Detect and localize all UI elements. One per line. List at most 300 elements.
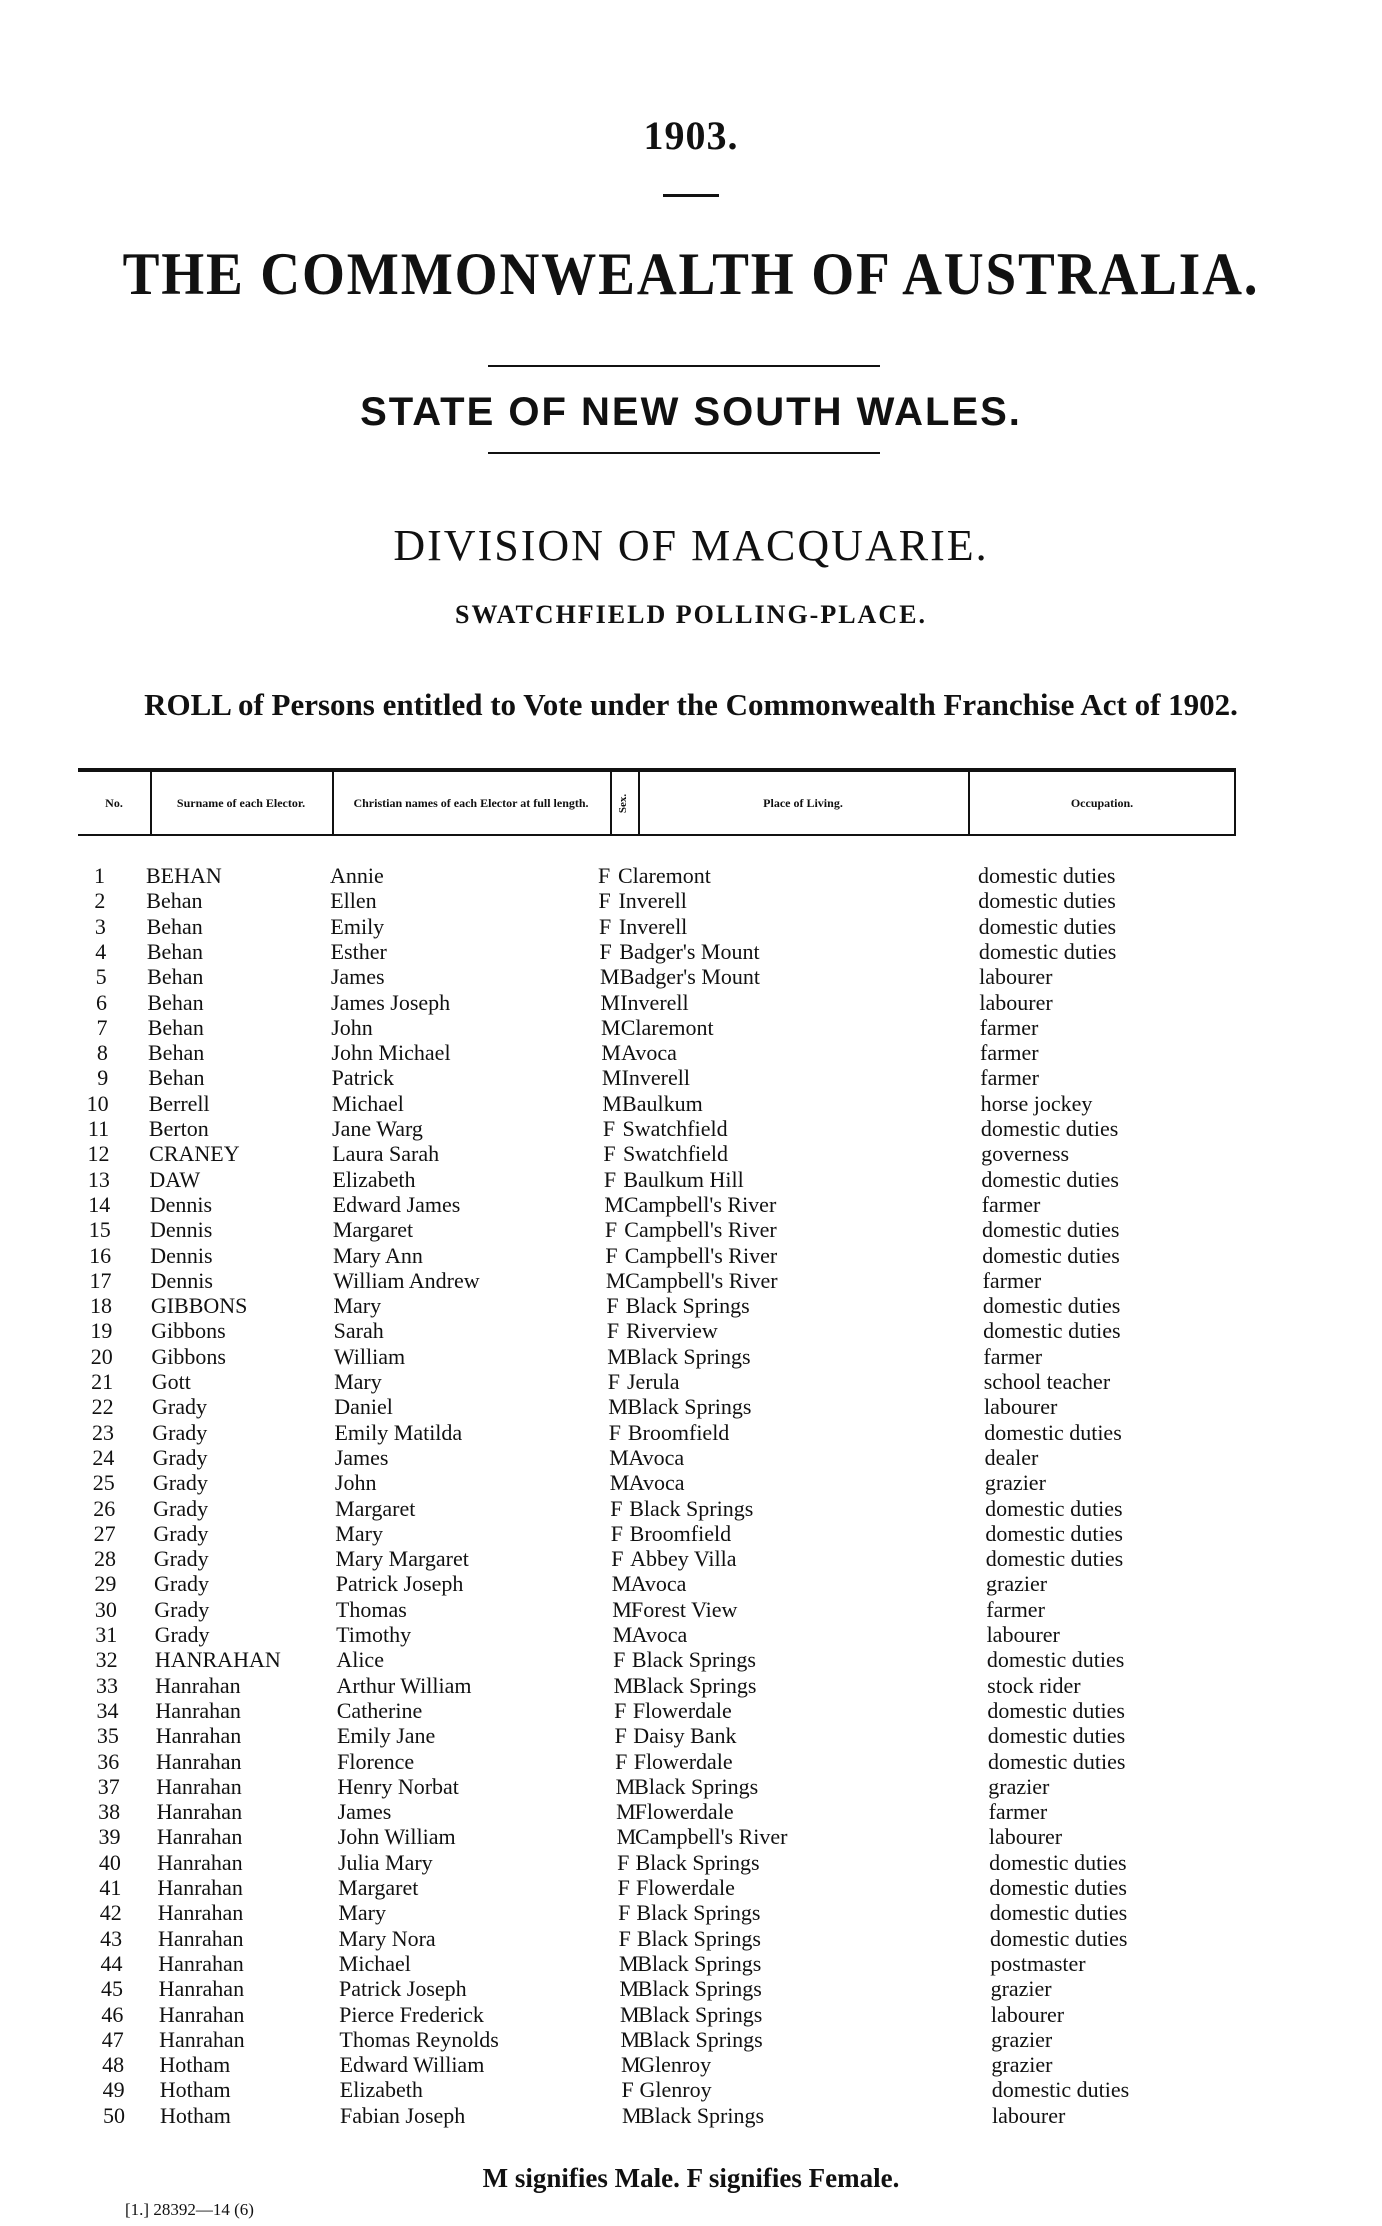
occupation: domestic duties xyxy=(989,1849,1127,1875)
surname: Hanrahan xyxy=(157,1875,243,1900)
christian-names: John William xyxy=(337,1824,456,1850)
surname: Grady xyxy=(152,1419,208,1445)
table-row xyxy=(0,2103,1382,2128)
row-number: 36 xyxy=(97,1748,120,1774)
row-number: 49 xyxy=(102,2077,125,2103)
state-underline xyxy=(488,452,880,454)
occupation: domestic duties xyxy=(987,1723,1126,1749)
surname: Behan xyxy=(147,989,204,1015)
christian-names: James xyxy=(330,964,385,990)
header-occupation-label: Occupation. xyxy=(1070,795,1134,810)
surname: Hanrahan xyxy=(155,1672,241,1698)
surname: Grady xyxy=(153,1520,209,1546)
table-row xyxy=(0,964,1382,989)
row-number: 9 xyxy=(97,1065,109,1091)
row-number: 41 xyxy=(99,1875,122,1900)
row-number: 39 xyxy=(98,1824,121,1850)
place-of-living: Badger's Mount xyxy=(619,938,760,964)
place-of-living: Inverell xyxy=(620,989,689,1015)
surname: Behan xyxy=(146,888,203,914)
table-row xyxy=(0,2077,1382,2102)
christian-names: William Andrew xyxy=(333,1267,480,1293)
christian-names: Ellen xyxy=(330,888,377,914)
table-row xyxy=(0,2052,1382,2077)
christian-names: Edward William xyxy=(339,2052,485,2078)
table-row xyxy=(0,2027,1382,2052)
occupation: domestic duties xyxy=(978,913,1117,939)
place-of-living: Black Springs xyxy=(625,1293,750,1319)
occupation: labourer xyxy=(990,2001,1065,2027)
christian-names: Margaret xyxy=(332,1217,414,1243)
sex: M xyxy=(604,1191,624,1217)
table-row xyxy=(0,1293,1382,1318)
sex: M xyxy=(600,989,620,1015)
christian-names: Elizabeth xyxy=(339,2077,423,2103)
occupation: domestic duties xyxy=(985,1495,1123,1521)
place-of-living: Black Springs xyxy=(632,1672,757,1698)
row-number: 50 xyxy=(103,2102,125,2128)
table-row xyxy=(0,1824,1382,1849)
surname: Hanrahan xyxy=(155,1723,242,1749)
header-christian xyxy=(332,772,610,834)
header-sex-label: Sex. xyxy=(617,793,630,813)
surname: Dennis xyxy=(149,1191,213,1217)
table-row xyxy=(0,1470,1382,1495)
sex: F xyxy=(615,1748,628,1774)
table-row xyxy=(0,1217,1382,1242)
row-number: 35 xyxy=(96,1723,119,1749)
occupation: stock rider xyxy=(987,1672,1081,1698)
place-of-living: Campbell's River xyxy=(635,1824,788,1850)
place-of-living: Abbey Villa xyxy=(630,1546,737,1572)
sex: F xyxy=(618,1925,631,1951)
row-number: 4 xyxy=(95,938,107,964)
row-number: 32 xyxy=(95,1647,118,1673)
place-of-living: Inverell xyxy=(618,913,688,939)
place-of-living: Campbell's River xyxy=(624,1217,777,1243)
sex: F xyxy=(617,1849,630,1875)
row-number: 38 xyxy=(98,1799,121,1825)
sex: F xyxy=(608,1419,622,1445)
place-of-living: Black Springs xyxy=(634,1773,759,1799)
row-number: 34 xyxy=(96,1697,119,1723)
place-of-living: Black Springs xyxy=(631,1647,756,1673)
table-row xyxy=(0,1900,1382,1925)
row-number: 15 xyxy=(88,1217,111,1243)
table-row xyxy=(0,1875,1382,1900)
christian-names: James xyxy=(334,1444,389,1470)
place-of-living: Avoca xyxy=(628,1444,685,1470)
sex: F xyxy=(618,1900,631,1926)
row-number: 42 xyxy=(99,1900,122,1926)
table-row xyxy=(0,1015,1382,1040)
christian-names: Laura Sarah xyxy=(332,1141,440,1167)
table-row xyxy=(0,1167,1382,1192)
table-row xyxy=(0,1091,1382,1116)
row-number: 37 xyxy=(97,1773,120,1799)
christian-names: Mary xyxy=(333,1293,382,1319)
header-occupation xyxy=(968,772,1236,834)
roll-title: ROLL of Persons entitled to Vote under the Commonwealth Franchise Act of 1902. xyxy=(144,687,1238,722)
surname: Hanrahan xyxy=(158,2001,245,2027)
document-title: THE COMMONWEALTH OF AUSTRALIA. xyxy=(122,241,1260,307)
row-number: 24 xyxy=(92,1444,115,1470)
row-number: 45 xyxy=(100,1976,123,2002)
table-row xyxy=(0,939,1382,964)
occupation: domestic duties xyxy=(983,1318,1121,1344)
table-row xyxy=(0,1496,1382,1521)
header-place-label: Place of Living. xyxy=(763,795,843,810)
sex: M xyxy=(619,1976,640,2002)
row-number: 25 xyxy=(92,1470,115,1496)
surname: Grady xyxy=(154,1596,210,1622)
sex: M xyxy=(620,2001,640,2027)
table-row xyxy=(0,1445,1382,1470)
title-underline xyxy=(488,365,880,367)
table-row xyxy=(0,914,1382,939)
christian-names: John xyxy=(331,1014,373,1040)
header-christian-label: Christian names of each Elector at full length. xyxy=(353,795,589,810)
header-surname-label: Surname of each Elector. xyxy=(176,795,306,810)
place-of-living: Daisy Bank xyxy=(633,1723,737,1749)
row-number: 22 xyxy=(91,1394,114,1420)
row-number: 19 xyxy=(90,1318,113,1344)
christian-names: James xyxy=(337,1799,392,1825)
occupation: domestic duties xyxy=(978,888,1116,914)
table-row xyxy=(0,1065,1382,1090)
christian-names: Michael xyxy=(331,1090,404,1116)
occupation: domestic duties xyxy=(989,1875,1127,1900)
row-number: 2 xyxy=(94,888,106,914)
row-number: 46 xyxy=(101,2001,124,2027)
occupation: labourer xyxy=(984,1394,1058,1420)
surname: Behan xyxy=(146,938,204,964)
row-number: 20 xyxy=(90,1343,113,1369)
occupation: farmer xyxy=(980,1040,1039,1066)
row-number: 31 xyxy=(95,1622,118,1647)
christian-names: Florence xyxy=(337,1748,415,1774)
row-number: 16 xyxy=(89,1242,112,1268)
row-number: 27 xyxy=(93,1520,116,1546)
sex: F xyxy=(610,1495,623,1521)
table-row xyxy=(0,1799,1382,1824)
occupation: domestic duties xyxy=(984,1419,1122,1445)
place-of-living: Black Springs xyxy=(640,2102,765,2128)
surname: Behan xyxy=(148,1040,205,1066)
place-of-living: Black Springs xyxy=(629,1495,754,1521)
place-of-living: Baulkum Hill xyxy=(623,1166,744,1192)
occupation: labourer xyxy=(979,964,1053,990)
christian-names: Margaret xyxy=(335,1495,416,1521)
surname: DAW xyxy=(149,1166,201,1192)
table-row xyxy=(0,1622,1382,1647)
sex: M xyxy=(601,1065,622,1091)
place-of-living: Black Springs xyxy=(637,1950,762,1976)
table-row xyxy=(0,1369,1382,1394)
christian-names: John xyxy=(334,1470,377,1496)
christian-names: Margaret xyxy=(338,1875,419,1900)
row-number: 33 xyxy=(96,1672,119,1698)
row-number: 48 xyxy=(102,2052,125,2078)
occupation: postmaster xyxy=(990,1950,1086,1976)
table-row xyxy=(0,1597,1382,1622)
sex: M xyxy=(622,2102,642,2128)
table-row xyxy=(0,1243,1382,1268)
occupation: domestic duties xyxy=(982,1293,1121,1319)
christian-names: Julia Mary xyxy=(337,1849,433,1875)
christian-names: Timothy xyxy=(336,1622,412,1647)
christian-names: Mary xyxy=(334,1369,382,1394)
sex: M xyxy=(612,1622,633,1647)
place-of-living: Claremont xyxy=(618,863,711,888)
occupation: domestic duties xyxy=(981,1166,1119,1192)
table-row xyxy=(0,1749,1382,1774)
place-of-living: Black Springs xyxy=(637,1976,762,2002)
sex: M xyxy=(607,1343,627,1369)
occupation: domestic duties xyxy=(978,938,1117,964)
table-row xyxy=(0,1394,1382,1419)
table-row xyxy=(0,1420,1382,1445)
christian-names: Catherine xyxy=(336,1697,423,1723)
short-rule xyxy=(663,194,719,197)
place-of-living: Glenroy xyxy=(639,2052,712,2078)
row-number: 47 xyxy=(101,2026,124,2052)
sex: M xyxy=(600,1014,621,1040)
sex: M xyxy=(601,1040,621,1066)
surname: Hotham xyxy=(160,2102,231,2128)
place-of-living: Campbell's River xyxy=(624,1242,778,1268)
place-of-living: Inverell xyxy=(618,888,687,914)
table-row xyxy=(0,1192,1382,1217)
sex: F xyxy=(602,1116,616,1141)
occupation: horse jockey xyxy=(980,1090,1093,1116)
place-of-living: Claremont xyxy=(620,1014,714,1040)
header-place xyxy=(638,772,968,834)
sex-legend-note: M signifies Male. F signifies Female. xyxy=(482,2163,900,2193)
sex: M xyxy=(602,1090,622,1116)
table-row xyxy=(0,1951,1382,1976)
surname: Grady xyxy=(153,1495,209,1521)
table-row xyxy=(0,1774,1382,1799)
christian-names: Daniel xyxy=(334,1394,393,1420)
christian-names: Jane Warg xyxy=(332,1116,423,1141)
christian-names: Mary xyxy=(335,1520,383,1546)
sex: M xyxy=(599,964,620,990)
occupation: grazier xyxy=(991,2026,1053,2052)
surname: Dennis xyxy=(150,1242,213,1268)
christian-names: Patrick xyxy=(331,1065,394,1091)
surname: Hanrahan xyxy=(156,1773,242,1799)
occupation: domestic duties xyxy=(987,1697,1125,1723)
place-of-living: Broomfield xyxy=(627,1419,730,1445)
occupation: farmer xyxy=(982,1267,1042,1293)
christian-names: Henry Norbat xyxy=(337,1773,459,1799)
occupation: domestic duties xyxy=(982,1242,1120,1268)
occupation: domestic duties xyxy=(988,1748,1126,1774)
row-number: 8 xyxy=(96,1040,108,1066)
surname: GIBBONS xyxy=(150,1293,248,1319)
row-number: 44 xyxy=(100,1950,123,1976)
table-row xyxy=(0,863,1382,888)
sex: F xyxy=(598,863,611,888)
surname: Hanrahan xyxy=(157,1900,244,1926)
place-of-living: Swatchfield xyxy=(622,1116,728,1141)
sex: F xyxy=(614,1697,627,1723)
place-of-living: Avoca xyxy=(628,1470,685,1496)
surname: Behan xyxy=(147,964,204,990)
surname: CRANEY xyxy=(149,1141,240,1167)
division-heading: DIVISION OF MACQUARIE. xyxy=(393,521,989,570)
surname: Grady xyxy=(152,1394,207,1420)
occupation: dealer xyxy=(984,1444,1039,1470)
christian-names: Emily Matilda xyxy=(334,1419,463,1445)
christian-names: Patrick Joseph xyxy=(338,1976,467,2002)
occupation: farmer xyxy=(988,1799,1048,1825)
surname: Hanrahan xyxy=(158,1925,244,1951)
occupation: domestic duties xyxy=(980,1116,1119,1141)
row-number: 40 xyxy=(98,1849,121,1875)
occupation: labourer xyxy=(986,1622,1060,1647)
row-number: 28 xyxy=(94,1546,117,1572)
occupation: labourer xyxy=(979,989,1053,1015)
surname: Behan xyxy=(148,1065,205,1091)
surname: Behan xyxy=(147,1014,204,1040)
header-surname xyxy=(150,772,332,834)
sex: M xyxy=(611,1571,632,1597)
christian-names: James Joseph xyxy=(331,989,451,1015)
place-of-living: Broomfield xyxy=(629,1520,732,1546)
sex: F xyxy=(598,913,612,939)
header-no xyxy=(78,772,150,834)
table-header-bottom-rule xyxy=(78,834,1236,836)
row-number: 14 xyxy=(88,1191,111,1217)
sex: M xyxy=(616,1799,636,1825)
table-row xyxy=(0,2002,1382,2027)
table-row xyxy=(0,1521,1382,1546)
row-number: 23 xyxy=(91,1419,114,1445)
table-row xyxy=(0,1571,1382,1596)
christian-names: Thomas xyxy=(335,1596,407,1622)
surname: Hanrahan xyxy=(155,1697,241,1723)
row-number: 11 xyxy=(87,1116,110,1141)
occupation: labourer xyxy=(988,1824,1063,1850)
occupation: grazier xyxy=(991,2052,1053,2078)
place-of-living: Inverell xyxy=(621,1065,690,1091)
christian-names: Arthur William xyxy=(336,1672,472,1698)
sex: M xyxy=(605,1267,626,1293)
sex: F xyxy=(604,1217,618,1243)
surname: Gott xyxy=(151,1369,191,1394)
occupation: grazier xyxy=(990,1976,1052,2002)
table-row xyxy=(0,1850,1382,1875)
print-reference: [1.] 28392—14 (6) xyxy=(125,2200,254,2219)
row-number: 43 xyxy=(100,1925,123,1951)
christian-names: Emily xyxy=(330,913,385,939)
occupation: farmer xyxy=(981,1191,1041,1217)
table-row xyxy=(0,1698,1382,1723)
occupation: domestic duties xyxy=(986,1647,1125,1673)
occupation: labourer xyxy=(992,2102,1066,2128)
row-number: 18 xyxy=(89,1293,112,1319)
header-divider xyxy=(968,772,970,834)
place-of-living: Avoca xyxy=(621,1040,677,1066)
sex: M xyxy=(612,1596,632,1622)
occupation: grazier xyxy=(988,1773,1050,1799)
christian-names: Mary Margaret xyxy=(335,1546,469,1572)
header-divider xyxy=(610,772,612,834)
row-number: 3 xyxy=(94,913,106,939)
header-divider xyxy=(150,772,152,834)
surname: Hanrahan xyxy=(156,1799,243,1825)
sex: M xyxy=(609,1470,630,1496)
christian-names: Esther xyxy=(330,938,387,964)
occupation: domestic duties xyxy=(978,863,1116,888)
table-row xyxy=(0,1318,1382,1343)
table-row xyxy=(0,1268,1382,1293)
surname: BEHAN xyxy=(146,863,222,888)
row-number: 21 xyxy=(91,1369,114,1394)
christian-names: Sarah xyxy=(333,1318,384,1344)
place-of-living: Black Springs xyxy=(626,1343,751,1369)
table-row xyxy=(0,1723,1382,1748)
surname: Dennis xyxy=(150,1217,213,1243)
place-of-living: Black Springs xyxy=(635,1849,760,1875)
place-of-living: Swatchfield xyxy=(622,1141,729,1167)
row-number: 6 xyxy=(96,989,108,1015)
place-of-living: Black Springs xyxy=(636,1925,761,1951)
sex: M xyxy=(619,1950,639,1976)
sex: F xyxy=(614,1723,627,1749)
place-of-living: Black Springs xyxy=(636,1900,761,1926)
christian-names: Annie xyxy=(330,863,384,888)
table-row xyxy=(0,1926,1382,1951)
place-of-living: Jerula xyxy=(626,1369,680,1394)
sex: F xyxy=(605,1242,618,1268)
surname: Hanrahan xyxy=(159,2026,245,2052)
surname: Gibbons xyxy=(151,1343,226,1369)
header-divider xyxy=(638,772,640,834)
surname: Grady xyxy=(153,1546,209,1572)
sex: F xyxy=(613,1647,626,1673)
sex: M xyxy=(608,1394,628,1420)
sex: F xyxy=(603,1141,616,1167)
state-heading: STATE OF NEW SOUTH WALES. xyxy=(360,390,1022,434)
header-divider xyxy=(1234,772,1236,834)
occupation: grazier xyxy=(986,1571,1048,1597)
occupation: farmer xyxy=(986,1596,1045,1622)
christian-names: Mary Nora xyxy=(338,1925,436,1951)
occupation: farmer xyxy=(983,1343,1043,1369)
surname: Hanrahan xyxy=(156,1824,243,1850)
place-of-living: Flowerdale xyxy=(632,1697,732,1723)
place-of-living: Black Springs xyxy=(627,1394,752,1420)
place-of-living: Black Springs xyxy=(638,2001,763,2027)
table-header xyxy=(78,772,1236,834)
place-of-living: Baulkum xyxy=(622,1090,703,1116)
occupation: domestic duties xyxy=(985,1546,1124,1572)
row-number: 29 xyxy=(94,1571,117,1597)
sex: F xyxy=(606,1293,619,1319)
sex: F xyxy=(617,1875,630,1900)
occupation: governess xyxy=(981,1141,1070,1167)
polling-place-heading: SWATCHFIELD POLLING-PLACE. xyxy=(455,600,927,629)
row-number: 1 xyxy=(94,863,105,888)
table-row xyxy=(0,1141,1382,1166)
table-row xyxy=(0,1647,1382,1672)
surname: Behan xyxy=(146,913,203,939)
christian-names: John Michael xyxy=(331,1040,451,1066)
christian-names: Fabian Joseph xyxy=(340,2102,466,2128)
